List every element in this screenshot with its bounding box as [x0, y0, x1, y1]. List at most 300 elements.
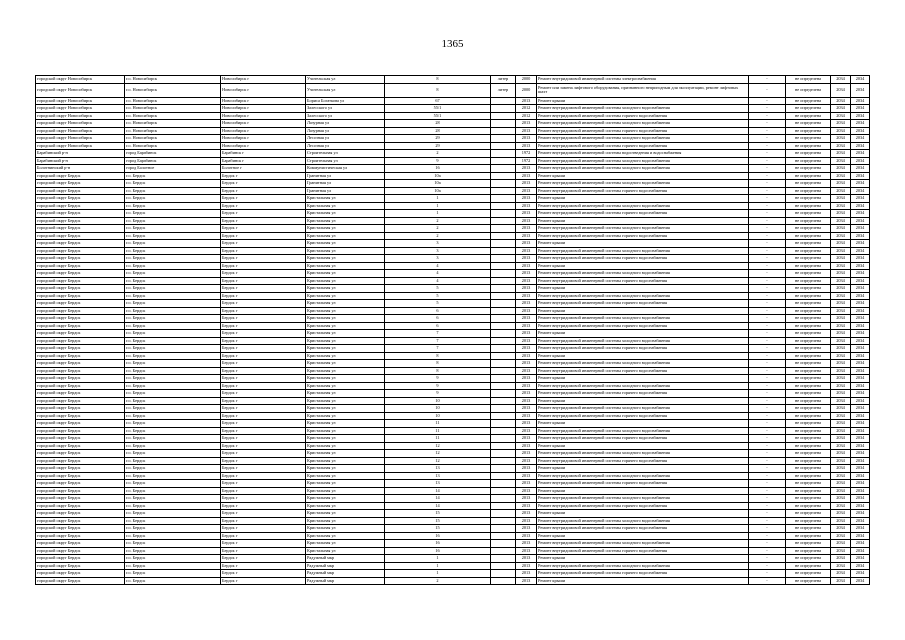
settlement-cell: г.о. Бердск	[125, 435, 221, 443]
table-row	[36, 232, 870, 240]
cost-cell: -	[749, 517, 786, 525]
settlement-cell: г.о. Бердск	[125, 547, 221, 555]
cost-status-cell: не определена	[786, 270, 831, 278]
settlement-cell: г.о. Бердск	[125, 262, 221, 270]
cost-status-cell: не определена	[786, 570, 831, 578]
planned-end-cell: 2034	[851, 397, 870, 405]
house-number-cell: 10а	[385, 172, 491, 180]
street-cell: Кристальная ул	[306, 547, 385, 555]
house-number-cell: 10	[385, 405, 491, 413]
cost-cell: -	[749, 337, 786, 345]
planned-start-cell: 2034	[831, 442, 851, 450]
settlement-cell: г.о. Бердск	[125, 570, 221, 578]
table-row	[36, 472, 870, 480]
cost-status-cell: не определена	[786, 472, 831, 480]
settlement-cell: г.о. Бердск	[125, 480, 221, 488]
year-cell: 2013	[516, 457, 537, 465]
planned-start-cell: 2034	[831, 83, 851, 97]
cost-cell: -	[749, 570, 786, 578]
planned-start-cell: 2034	[831, 532, 851, 540]
table-row	[36, 405, 870, 413]
year-cell: 2013	[516, 420, 537, 428]
house-number-cell: 4	[385, 262, 491, 270]
table-row	[36, 337, 870, 345]
planned-end-cell: 2034	[851, 487, 870, 495]
planned-start-cell: 2034	[831, 517, 851, 525]
locality-cell: Бердск г	[221, 420, 306, 428]
cost-cell: -	[749, 532, 786, 540]
building-cell	[491, 172, 516, 180]
house-number-cell: 7	[385, 330, 491, 338]
settlement-cell: г.о. Бердск	[125, 450, 221, 458]
house-number-cell: 8	[385, 76, 491, 84]
planned-end-cell: 2034	[851, 142, 870, 150]
locality-cell: Бердск г	[221, 465, 306, 473]
building-cell: литер	[491, 76, 516, 84]
house-number-cell: 15	[385, 517, 491, 525]
locality-cell: Бердск г	[221, 322, 306, 330]
locality-cell: Бердск г	[221, 412, 306, 420]
cost-status-cell: не определена	[786, 375, 831, 383]
cost-cell: -	[749, 307, 786, 315]
cost-cell: -	[749, 127, 786, 135]
street-cell: Лесозная ул	[306, 135, 385, 143]
cost-status-cell: не определена	[786, 277, 831, 285]
house-number-cell: 11	[385, 420, 491, 428]
table-row	[36, 277, 870, 285]
year-cell: 1972	[516, 150, 537, 158]
cost-cell: -	[749, 315, 786, 323]
municipal-district-cell: городской округ Бердск	[36, 202, 125, 210]
settlement-cell: г.о. Бердск	[125, 420, 221, 428]
repair-type-cell: Ремонт внутридомовой инженерной системы холодного водоснабжения	[537, 315, 749, 323]
cost-status-cell: не определена	[786, 307, 831, 315]
settlement-cell: г.о. Бердск	[125, 487, 221, 495]
settlement-cell: г.о. Бердск	[125, 202, 221, 210]
planned-end-cell: 2034	[851, 202, 870, 210]
table-row	[36, 225, 870, 233]
settlement-cell: г.о. Бердск	[125, 172, 221, 180]
cost-cell: -	[749, 435, 786, 443]
planned-end-cell: 2034	[851, 495, 870, 503]
planned-start-cell: 2034	[831, 427, 851, 435]
cost-cell: -	[749, 390, 786, 398]
house-number-cell: 6	[385, 322, 491, 330]
planned-start-cell: 2034	[831, 292, 851, 300]
year-cell: 2013	[516, 555, 537, 563]
house-number-cell: 2	[385, 225, 491, 233]
locality-cell: Новосибирск г	[221, 97, 306, 105]
locality-cell: Бердск г	[221, 352, 306, 360]
street-cell: Кристальная ул	[306, 345, 385, 353]
planned-start-cell: 2034	[831, 262, 851, 270]
planned-start-cell: 2034	[831, 300, 851, 308]
cost-cell: -	[749, 450, 786, 458]
planned-start-cell: 2034	[831, 142, 851, 150]
table-row	[36, 217, 870, 225]
building-cell	[491, 285, 516, 293]
cost-cell: -	[749, 165, 786, 173]
repair-type-cell: Ремонт крыши	[537, 330, 749, 338]
planned-start-cell: 2034	[831, 337, 851, 345]
planned-start-cell: 2034	[831, 277, 851, 285]
cost-status-cell: не определена	[786, 135, 831, 143]
building-cell	[491, 97, 516, 105]
cost-cell: -	[749, 360, 786, 368]
planned-end-cell: 2034	[851, 382, 870, 390]
building-cell	[491, 202, 516, 210]
municipal-district-cell: городской округ Бердск	[36, 180, 125, 188]
planned-end-cell: 2034	[851, 517, 870, 525]
planned-end-cell: 2034	[851, 270, 870, 278]
cost-cell: -	[749, 562, 786, 570]
municipal-district-cell: городской округ Бердск	[36, 315, 125, 323]
planned-end-cell: 2034	[851, 225, 870, 233]
locality-cell: Бердск г	[221, 172, 306, 180]
settlement-cell: г.о. Бердск	[125, 285, 221, 293]
cost-status-cell: не определена	[786, 127, 831, 135]
planned-end-cell: 2034	[851, 525, 870, 533]
building-cell	[491, 210, 516, 218]
street-cell: Кристальная ул	[306, 442, 385, 450]
settlement-cell: г.о. Бердск	[125, 577, 221, 585]
repair-type-cell: Ремонт внутридомовой инженерной системы холодного водоснабжения	[537, 405, 749, 413]
planned-end-cell: 2034	[851, 285, 870, 293]
table-row	[36, 487, 870, 495]
settlement-cell: г.о. Бердск	[125, 495, 221, 503]
table-row	[36, 412, 870, 420]
street-cell: Кристальная ул	[306, 307, 385, 315]
settlement-cell: г.о. Бердск	[125, 240, 221, 248]
building-cell	[491, 277, 516, 285]
planned-start-cell: 2034	[831, 172, 851, 180]
street-cell: Кристальная ул	[306, 420, 385, 428]
building-cell	[491, 150, 516, 158]
locality-cell: Бердск г	[221, 427, 306, 435]
locality-cell: Бердск г	[221, 577, 306, 585]
settlement-cell: город Барабинск	[125, 150, 221, 158]
table-row	[36, 247, 870, 255]
cost-status-cell: не определена	[786, 300, 831, 308]
planned-start-cell: 2034	[831, 97, 851, 105]
repair-type-cell: Ремонт внутридомовой инженерной системы горячего водоснабжения	[537, 367, 749, 375]
table-row	[36, 547, 870, 555]
street-cell: Кристальная ул	[306, 457, 385, 465]
cost-status-cell: не определена	[786, 225, 831, 233]
locality-cell: Бердск г	[221, 247, 306, 255]
table-row	[36, 577, 870, 585]
repair-type-cell: Ремонт внутридомовой инженерной системы горячего водоснабжения	[537, 345, 749, 353]
building-cell	[491, 457, 516, 465]
planned-end-cell: 2034	[851, 457, 870, 465]
year-cell: 2013	[516, 375, 537, 383]
street-cell: Кристальная ул	[306, 255, 385, 263]
cost-status-cell: не определена	[786, 480, 831, 488]
cost-status-cell: не определена	[786, 150, 831, 158]
year-cell: 2013	[516, 382, 537, 390]
cost-cell: -	[749, 367, 786, 375]
table-row	[36, 367, 870, 375]
municipal-district-cell: городской округ Бердск	[36, 525, 125, 533]
house-number-cell: 4	[385, 277, 491, 285]
locality-cell: Бердск г	[221, 292, 306, 300]
municipal-district-cell: городской округ Бердск	[36, 480, 125, 488]
street-cell: Кристальная ул	[306, 367, 385, 375]
locality-cell: Бердск г	[221, 382, 306, 390]
table-row	[36, 420, 870, 428]
planned-end-cell: 2034	[851, 577, 870, 585]
building-cell	[491, 577, 516, 585]
repair-type-cell: Ремонт внутридомовой инженерной системы горячего водоснабжения	[537, 127, 749, 135]
locality-cell: Бердск г	[221, 300, 306, 308]
cost-cell: -	[749, 135, 786, 143]
planned-end-cell: 2034	[851, 562, 870, 570]
table-row	[36, 375, 870, 383]
cost-cell: -	[749, 105, 786, 113]
locality-cell: Бердск г	[221, 517, 306, 525]
table-row	[36, 135, 870, 143]
settlement-cell: г.о. Бердск	[125, 412, 221, 420]
house-number-cell: 1	[385, 202, 491, 210]
locality-cell: Бердск г	[221, 180, 306, 188]
planned-end-cell: 2034	[851, 307, 870, 315]
table-row	[36, 127, 870, 135]
street-cell: Лесозная ул	[306, 142, 385, 150]
cost-status-cell: не определена	[786, 510, 831, 518]
street-cell: Кристальная ул	[306, 225, 385, 233]
house-number-cell: 12	[385, 450, 491, 458]
locality-cell: Бердск г	[221, 457, 306, 465]
street-cell: Кристальная ул	[306, 397, 385, 405]
planned-start-cell: 2034	[831, 457, 851, 465]
year-cell: 2000	[516, 83, 537, 97]
cost-status-cell: не определена	[786, 255, 831, 263]
repair-type-cell: Ремонт крыши	[537, 172, 749, 180]
repair-type-cell: Ремонт или замена лифтового оборудования, признанного непригодным для эксплуатации, ремонт лифтовых шахт	[537, 83, 749, 97]
year-cell: 2013	[516, 472, 537, 480]
building-cell	[491, 540, 516, 548]
street-cell: Кристальная ул	[306, 510, 385, 518]
cost-status-cell: не определена	[786, 187, 831, 195]
year-cell: 2013	[516, 360, 537, 368]
repair-type-cell: Ремонт крыши	[537, 532, 749, 540]
municipal-district-cell: городской округ Бердск	[36, 412, 125, 420]
municipal-district-cell: городской округ Бердск	[36, 232, 125, 240]
settlement-cell: г.о. Бердск	[125, 217, 221, 225]
year-cell: 2013	[516, 202, 537, 210]
building-cell	[491, 112, 516, 120]
table-row	[36, 457, 870, 465]
cost-status-cell: не определена	[786, 495, 831, 503]
table-row	[36, 562, 870, 570]
house-number-cell: 16	[385, 540, 491, 548]
settlement-cell: г.о. Бердск	[125, 247, 221, 255]
table-row	[36, 112, 870, 120]
planned-end-cell: 2034	[851, 247, 870, 255]
year-cell: 2013	[516, 172, 537, 180]
year-cell: 2013	[516, 142, 537, 150]
house-number-cell: 5	[385, 292, 491, 300]
planned-start-cell: 2034	[831, 495, 851, 503]
locality-cell: Бердск г	[221, 307, 306, 315]
house-number-cell: 5	[385, 285, 491, 293]
planned-end-cell: 2034	[851, 187, 870, 195]
municipal-district-cell: городской округ Бердск	[36, 397, 125, 405]
settlement-cell: г.о. Бердск	[125, 195, 221, 203]
settlement-cell: г.о. Бердск	[125, 472, 221, 480]
planned-end-cell: 2034	[851, 165, 870, 173]
house-number-cell: 6	[385, 315, 491, 323]
table-row	[36, 195, 870, 203]
building-cell	[491, 562, 516, 570]
cost-status-cell: не определена	[786, 465, 831, 473]
street-cell: Радужный мкр	[306, 555, 385, 563]
house-number-cell: 9	[385, 375, 491, 383]
street-cell: Бориса Богаткова ул	[306, 97, 385, 105]
settlement-cell: г.о. Бердск	[125, 465, 221, 473]
locality-cell: Новосибирск г	[221, 120, 306, 128]
year-cell: 2013	[516, 300, 537, 308]
cost-cell: -	[749, 97, 786, 105]
house-number-cell: 29	[385, 142, 491, 150]
municipal-district-cell: городской округ Бердск	[36, 555, 125, 563]
building-cell	[491, 322, 516, 330]
settlement-cell: г.о. Бердск	[125, 532, 221, 540]
planned-start-cell: 2034	[831, 180, 851, 188]
settlement-cell: г.о. Бердск	[125, 352, 221, 360]
planned-end-cell: 2034	[851, 292, 870, 300]
table-row	[36, 502, 870, 510]
cost-status-cell: не определена	[786, 427, 831, 435]
repair-type-cell: Ремонт внутридомовой инженерной системы холодного водоснабжения	[537, 165, 749, 173]
locality-cell: Бердск г	[221, 532, 306, 540]
municipal-district-cell: городской округ Бердск	[36, 285, 125, 293]
cost-cell: -	[749, 577, 786, 585]
planned-end-cell: 2034	[851, 532, 870, 540]
year-cell: 2013	[516, 405, 537, 413]
table-row	[36, 517, 870, 525]
locality-cell: Бердск г	[221, 262, 306, 270]
house-number-cell: 55/1	[385, 112, 491, 120]
locality-cell: Бердск г	[221, 540, 306, 548]
table-row	[36, 397, 870, 405]
house-number-cell: 8	[385, 352, 491, 360]
street-cell: Радужный мкр	[306, 562, 385, 570]
cost-status-cell: не определена	[786, 330, 831, 338]
planned-start-cell: 2034	[831, 255, 851, 263]
settlement-cell: г.о. Бердск	[125, 180, 221, 188]
repair-type-cell: Ремонт внутридомовой инженерной системы горячего водоснабжения	[537, 570, 749, 578]
municipal-district-cell: городской округ Бердск	[36, 435, 125, 443]
building-cell	[491, 270, 516, 278]
house-number-cell: 12	[385, 442, 491, 450]
street-cell: Кристальная ул	[306, 330, 385, 338]
planned-end-cell: 2034	[851, 570, 870, 578]
street-cell: Залесского ул	[306, 112, 385, 120]
table-row	[36, 240, 870, 248]
planned-start-cell: 2034	[831, 315, 851, 323]
settlement-cell: г.о. Бердск	[125, 562, 221, 570]
municipal-district-cell: городской округ Бердск	[36, 495, 125, 503]
locality-cell: Бердск г	[221, 315, 306, 323]
table-row	[36, 495, 870, 503]
cost-cell: -	[749, 540, 786, 548]
municipal-district-cell: городской округ Бердск	[36, 240, 125, 248]
table-row	[36, 450, 870, 458]
municipal-district-cell: Барабинский р-н	[36, 157, 125, 165]
table-row	[36, 210, 870, 218]
house-number-cell: 1	[385, 195, 491, 203]
cost-status-cell: не определена	[786, 577, 831, 585]
cost-cell: -	[749, 510, 786, 518]
planned-start-cell: 2034	[831, 510, 851, 518]
repair-type-cell: Ремонт крыши	[537, 240, 749, 248]
municipal-district-cell: городской округ Новосибирск	[36, 135, 125, 143]
year-cell: 2013	[516, 135, 537, 143]
planned-end-cell: 2034	[851, 360, 870, 368]
locality-cell: Бердск г	[221, 210, 306, 218]
planned-end-cell: 2034	[851, 480, 870, 488]
locality-cell: Бердск г	[221, 285, 306, 293]
cost-status-cell: не определена	[786, 337, 831, 345]
cost-cell: -	[749, 195, 786, 203]
municipal-district-cell: городской округ Новосибирск	[36, 83, 125, 97]
building-cell	[491, 412, 516, 420]
municipal-district-cell: городской округ Бердск	[36, 262, 125, 270]
table-row	[36, 97, 870, 105]
planned-end-cell: 2034	[851, 112, 870, 120]
planned-end-cell: 2034	[851, 555, 870, 563]
settlement-cell: г.о. Бердск	[125, 555, 221, 563]
cost-status-cell: не определена	[786, 345, 831, 353]
street-cell: Кристальная ул	[306, 352, 385, 360]
street-cell: Кристальная ул	[306, 502, 385, 510]
cost-cell: -	[749, 232, 786, 240]
table-row	[36, 187, 870, 195]
cost-cell: -	[749, 495, 786, 503]
cost-status-cell: не определена	[786, 165, 831, 173]
locality-cell: Бердск г	[221, 217, 306, 225]
planned-start-cell: 2034	[831, 352, 851, 360]
locality-cell: Бердск г	[221, 547, 306, 555]
locality-cell: Бердск г	[221, 570, 306, 578]
planned-end-cell: 2034	[851, 427, 870, 435]
cost-cell: -	[749, 487, 786, 495]
repair-type-cell: Ремонт внутридомовой инженерной системы холодного водоснабжения	[537, 247, 749, 255]
building-cell	[491, 255, 516, 263]
cost-status-cell: не определена	[786, 532, 831, 540]
building-cell	[491, 195, 516, 203]
year-cell: 2013	[516, 232, 537, 240]
building-cell	[491, 337, 516, 345]
table-row	[36, 322, 870, 330]
year-cell: 2013	[516, 240, 537, 248]
settlement-cell: г.о. Новосибирск	[125, 76, 221, 84]
planned-end-cell: 2034	[851, 330, 870, 338]
building-cell	[491, 450, 516, 458]
year-cell: 2013	[516, 262, 537, 270]
cost-cell: -	[749, 180, 786, 188]
street-cell: Радужный мкр	[306, 570, 385, 578]
settlement-cell: г.о. Бердск	[125, 270, 221, 278]
house-number-cell: 11	[385, 435, 491, 443]
repair-type-cell: Ремонт внутридомовой инженерной системы электроснабжения	[537, 76, 749, 84]
house-number-cell: 7	[385, 337, 491, 345]
building-cell	[491, 570, 516, 578]
table-row	[36, 202, 870, 210]
house-number-cell: 13	[385, 465, 491, 473]
locality-cell: Бердск г	[221, 330, 306, 338]
